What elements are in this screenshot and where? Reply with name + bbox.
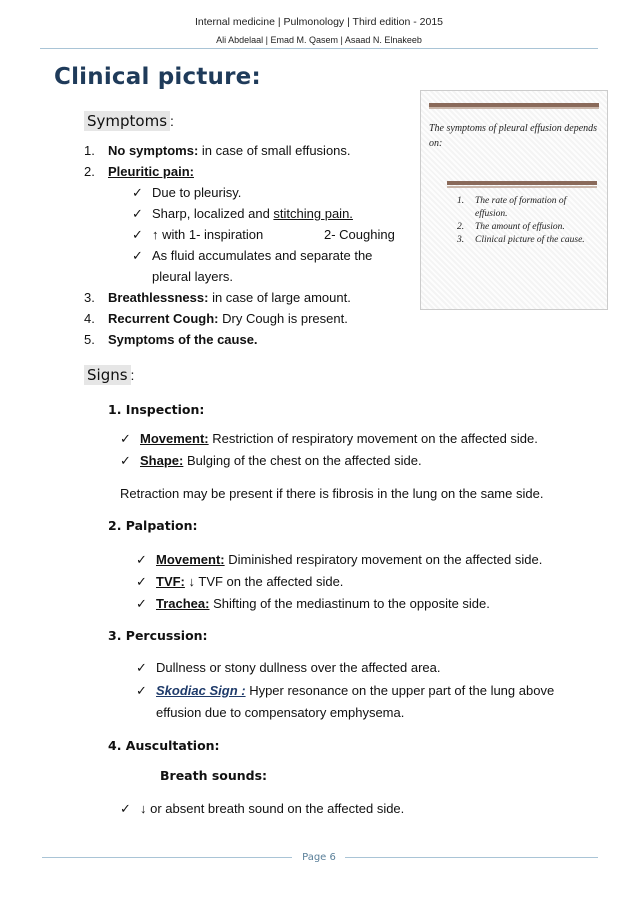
signs-heading-label: Signs <box>84 365 131 385</box>
palpation-title: 2. Palpation: <box>108 518 198 533</box>
inspection-note: Retraction may be present if there is fibrosis in the lung on the same side. <box>120 486 544 501</box>
percussion-skodiac-continued: effusion due to compensatory emphysema. <box>156 705 405 720</box>
header-line-2: Ali Abdelaal | Emad M. Qasem | Asaad N. Elnakeeb <box>216 35 422 45</box>
signs-heading: Signs : <box>84 366 134 385</box>
check-icon: ✓ <box>132 249 143 264</box>
check-icon: ✓ <box>136 575 147 590</box>
callout-list <box>457 195 597 247</box>
inspection-movement: ✓ Movement: Restriction of respiratory movement on the affected side. <box>120 431 538 447</box>
pain-point-continued: pleural layers. <box>152 269 233 284</box>
check-icon: ✓ <box>136 661 147 676</box>
check-icon: ✓ <box>120 454 131 469</box>
arrow-up-icon: ↑ <box>152 227 159 242</box>
palpation-movement: ✓ Movement: Diminished respiratory movement on the affected side. <box>136 552 543 568</box>
symptoms-heading: Symptoms : <box>84 112 174 131</box>
arrow-down-icon: ↓ <box>188 574 196 589</box>
auscultation-breath: ✓ ↓ or absent breath sound on the affected side. <box>120 801 405 817</box>
callout-rule <box>429 107 599 109</box>
callout-title: The symptoms of pleural effusion depends on: <box>429 123 598 149</box>
palpation-tvf: ✓ TVF: ↓ TVF on the affected side. <box>136 574 344 590</box>
check-icon: ✓ <box>132 207 143 222</box>
pain-point: ✓ ↑ with 1- inspiration 2- Coughing <box>132 227 395 243</box>
inspection-title: 1. Inspection: <box>108 402 205 417</box>
check-icon: ✓ <box>132 228 143 243</box>
page-number: Page 6 <box>302 852 336 863</box>
symptom-item: 2. Pleuritic pain: <box>84 164 194 179</box>
percussion-title: 3. Percussion: <box>108 628 208 643</box>
symptom-item: 3. Breathlessness: in case of large amount. <box>84 290 351 305</box>
header-divider <box>40 48 598 49</box>
check-icon: ✓ <box>136 684 147 699</box>
breath-sounds-subtitle: Breath sounds: <box>160 768 268 783</box>
auscultation-title: 4. Auscultation: <box>108 738 220 753</box>
percussion-skodiac: ✓ Skodiac Sign : Hyper resonance on the upper part of the lung above <box>136 683 555 699</box>
palpation-trachea: ✓ Trachea: Shifting of the mediastinum to the opposite side. <box>136 596 490 612</box>
arrow-down-icon: ↓ <box>140 801 147 816</box>
percussion-dullness: ✓ Dullness or stony dullness over the affected area. <box>136 660 441 676</box>
sidebar-callout <box>420 90 608 310</box>
check-icon: ✓ <box>120 432 131 447</box>
page-title: Clinical picture: <box>54 64 261 90</box>
inspection-shape: ✓ Shape: Bulging of the chest on the affected side. <box>120 453 422 469</box>
pain-point: ✓ As fluid accumulates and separate the <box>132 248 373 264</box>
symptom-item: 1. No symptoms: in case of small effusions. <box>84 143 351 158</box>
check-icon: ✓ <box>136 553 147 568</box>
pain-point: ✓ Sharp, localized and stitching pain. <box>132 206 353 222</box>
callout-rule <box>447 181 597 185</box>
callout-item: 2. The amount of effusion. <box>457 222 565 232</box>
symptom-item: 4. Recurrent Cough: Dry Cough is present. <box>84 311 348 326</box>
symptoms-heading-label: Symptoms <box>84 111 170 131</box>
callout-item: 3. Clinical picture of the cause. <box>457 235 585 245</box>
callout-rule <box>447 186 597 188</box>
symptom-item: 5. Symptoms of the cause. <box>84 332 258 347</box>
check-icon: ✓ <box>120 802 131 817</box>
pain-point: ✓ Due to pleurisy. <box>132 185 242 201</box>
callout-item: 1. The rate of formation of effusion. <box>457 196 567 219</box>
check-icon: ✓ <box>136 597 147 612</box>
header-line-1: Internal medicine | Pulmonology | Third edition - 2015 <box>194 16 444 28</box>
check-icon: ✓ <box>132 186 143 201</box>
